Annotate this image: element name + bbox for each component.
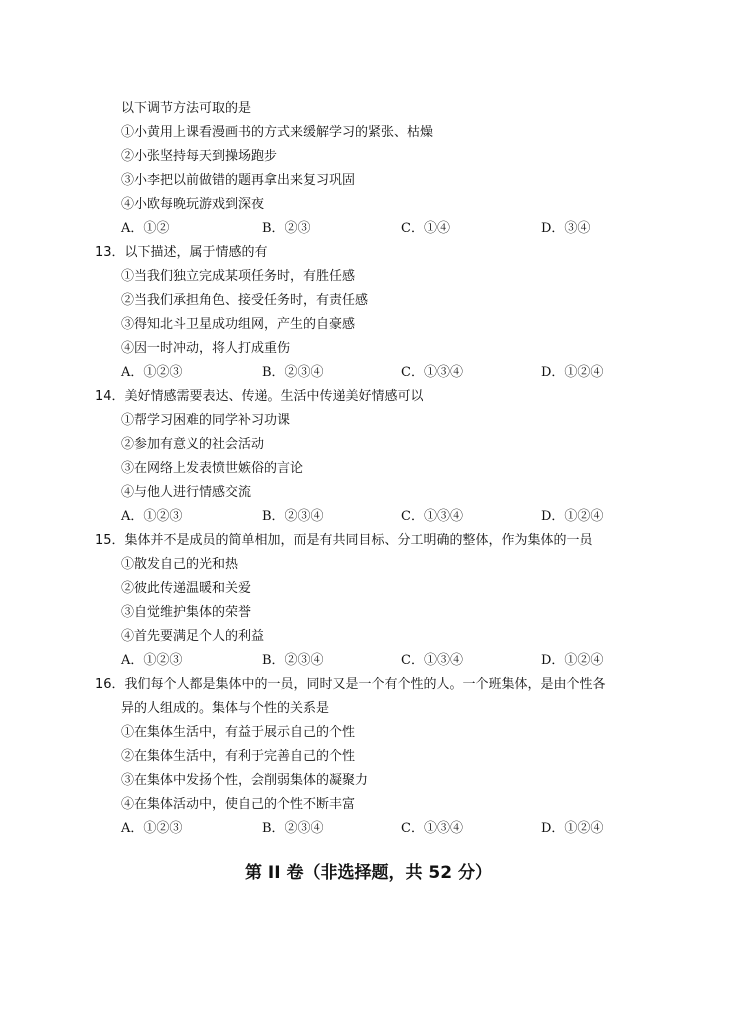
q16-item-2: ②在集体生活中，有利于完善自己的个性	[121, 749, 356, 764]
q13-item-3: ③得知北斗卫星成功组网，产生的自豪感	[121, 317, 356, 332]
q14-item-2: ②参加有意义的社会活动	[121, 437, 265, 452]
q14-option-d: D．①②④	[541, 509, 604, 524]
q13-item-1: ①当我们独立完成某项任务时，有胜任感	[121, 269, 356, 284]
q16-item-4: ④在集体活动中，使自己的个性不断丰富	[121, 797, 356, 812]
q12-option-c: C．①④	[401, 221, 450, 236]
q13-stem: 13．以下描述，属于情感的有	[95, 245, 268, 260]
q12-item-3: ③小李把以前做错的题再拿出来复习巩固	[121, 173, 356, 188]
q16-stem: 16．我们每个人都是集体中的一员，同时又是一个有个性的人。一个班集体，是由个性各	[95, 677, 606, 692]
q15-item-4: ④首先要满足个人的利益	[121, 629, 265, 644]
q15-option-d: D．①②④	[541, 653, 604, 668]
q15-option-a: A．①②③	[121, 653, 183, 668]
section-ii-title: 第 II 卷（非选择题，共 52 分）	[245, 863, 492, 883]
q16-item-3: ③在集体中发扬个性，会削弱集体的凝聚力	[121, 773, 369, 788]
q12-item-4: ④小欧每晚玩游戏到深夜	[121, 197, 265, 212]
q14-item-4: ④与他人进行情感交流	[121, 485, 252, 500]
q14-option-a: A．①②③	[121, 509, 183, 524]
q12-option-a: A．①②	[121, 221, 170, 236]
q13-option-d: D．①②④	[541, 365, 604, 380]
q15-item-3: ③自觉维护集体的荣誉	[121, 605, 252, 620]
q12-stem: 以下调节方法可取的是	[121, 101, 252, 116]
q13-option-c: C．①③④	[401, 365, 463, 380]
q15-option-b: B．②③④	[262, 653, 324, 668]
q16-option-d: D．①②④	[541, 821, 604, 836]
q13-item-4: ④因一时冲动，将人打成重伤	[121, 341, 291, 356]
q16-stem-continued: 异的人组成的。集体与个性的关系是	[121, 701, 330, 716]
q13-option-a: A．①②③	[121, 365, 183, 380]
q12-option-b: B．②③	[262, 221, 311, 236]
q16-option-c: C．①③④	[401, 821, 463, 836]
q16-option-a: A．①②③	[121, 821, 183, 836]
q14-item-1: ①帮学习困难的同学补习功课	[121, 413, 291, 428]
q16-option-b: B．②③④	[262, 821, 324, 836]
q13-option-b: B．②③④	[262, 365, 324, 380]
q14-item-3: ③在网络上发表愤世嫉俗的言论	[121, 461, 304, 476]
q12-option-d: D．③④	[541, 221, 591, 236]
q13-item-2: ②当我们承担角色、接受任务时，有责任感	[121, 293, 369, 308]
q15-item-2: ②彼此传递温暖和关爱	[121, 581, 252, 596]
q15-stem: 15．集体并不是成员的简单相加，而是有共同目标、分工明确的整体，作为集体的一员	[95, 533, 593, 548]
q14-stem: 14．美好情感需要表达、传递。生活中传递美好情感可以	[95, 389, 424, 404]
q15-item-1: ①散发自己的光和热	[121, 557, 239, 572]
q12-item-1: ①小黄用上课看漫画书的方式来缓解学习的紧张、枯燥	[121, 125, 434, 140]
q15-option-c: C．①③④	[401, 653, 463, 668]
q14-option-b: B．②③④	[262, 509, 324, 524]
q14-option-c: C．①③④	[401, 509, 463, 524]
q12-item-2: ②小张坚持每天到操场跑步	[121, 149, 278, 164]
q16-item-1: ①在集体生活中，有益于展示自己的个性	[121, 725, 356, 740]
